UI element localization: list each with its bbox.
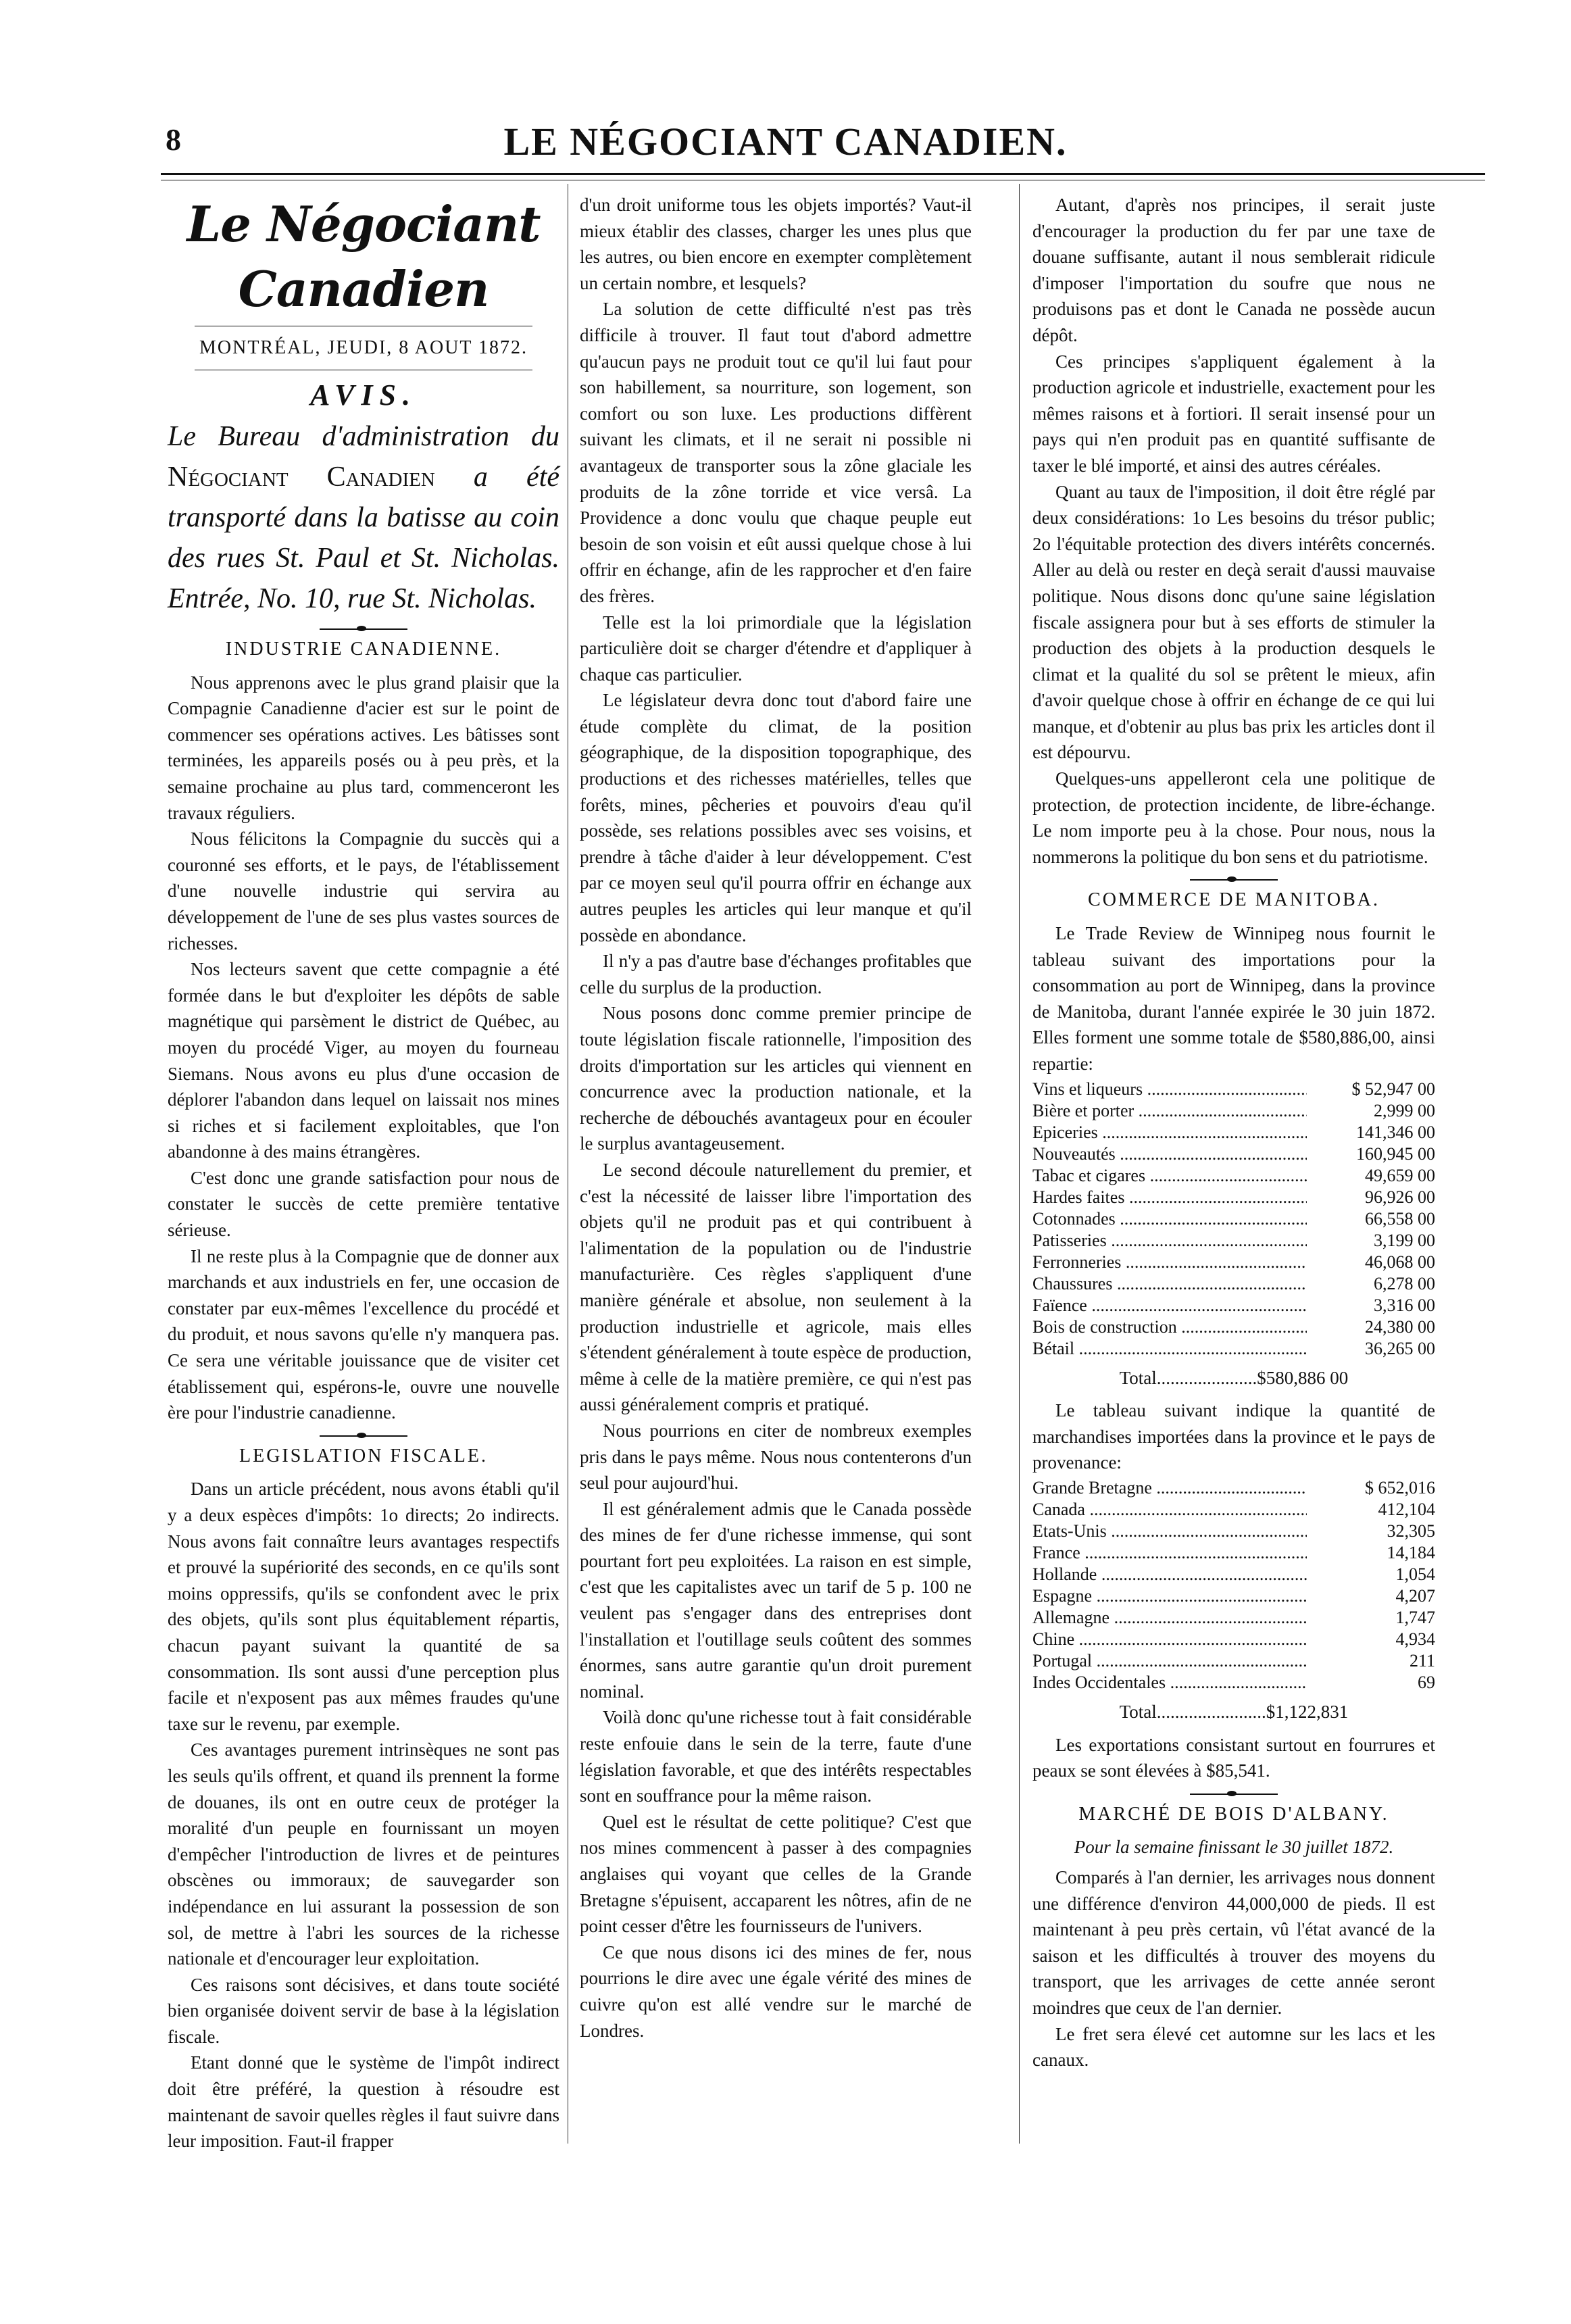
table-cell-value: 4,207 — [1395, 1585, 1435, 1606]
imports-table — [1032, 1079, 1435, 1360]
table-cell-value: 3,199 00 — [1374, 1230, 1435, 1250]
page-number: 8 — [166, 122, 181, 157]
column-2 — [580, 192, 972, 2044]
paragraph: Ces raisons sont décisives, et dans toute société bien organisée doivent servir de base à la législation fiscale. — [168, 1974, 559, 2047]
imports-total: Total......................$580,886 00 — [1119, 1367, 1349, 1388]
table-row — [1032, 1542, 1435, 1564]
paragraph: Il n'y a pas d'autre base d'échanges profitables que celle du surplus de la production. — [580, 951, 972, 997]
table-cell-item — [1032, 1316, 1307, 1338]
table-cell-item — [1032, 1607, 1307, 1629]
table-cell-value: 1,054 — [1395, 1564, 1435, 1584]
section-title-albany: MARCHÉ DE BOIS D'ALBANY. — [1078, 1803, 1389, 1825]
paragraph: Ces avantages purement intrinsèques ne sont pas les seuls qu'ils offrent, et quand ils prennent la forme de douanes, ils ont en outre ceux de protéger la moralité d'un peuple en fournissant un moyen d'empêcher l'introduction de livres et de peintures obscènes ou immoraux; de sauvegarder son indépendance en lui assurant la possession de son sol, de mettre à l'abri les sources de la richesse nationale et d'encourager leur exploitation. — [168, 1739, 559, 1969]
item-label: Bière et porter ..... — [1032, 1101, 1307, 1120]
paragraph: Le législateur devra donc tout d'abord faire une étude complète du climat, de la position géographique, de la disposition topographique, des productions et des richesses matérielles, telles que forêts, mines, pêcheries et pouvoirs d'eau qu'il possède, ses relations possibles avec ses voisins, et prendre à tâche d'aider à leur développement. C'est par ce moyen seul qu'il pourra offrir en échange aux autres peuples les articles qui leur manque et qu'il possède en abondance. — [580, 690, 972, 945]
table-cell-item — [1032, 1079, 1307, 1100]
item-label: Portugal ..... — [1032, 1651, 1307, 1671]
table-row — [1032, 1338, 1435, 1360]
table-cell-item — [1032, 1295, 1307, 1316]
table-cell-value: $ 52,947 00 — [1351, 1079, 1435, 1099]
table-row — [1032, 1672, 1435, 1693]
table-row — [1032, 1252, 1435, 1273]
table-cell-value: 160,945 00 — [1356, 1143, 1435, 1164]
item-label: Nouveautés ..... — [1032, 1144, 1307, 1164]
table-cell-item — [1032, 1187, 1307, 1208]
table-row — [1032, 1585, 1435, 1607]
table-cell-item — [1032, 1122, 1307, 1143]
table-row — [1032, 1295, 1435, 1316]
paragraph: La solution de cette difficulté n'est pas très difficile à trouver. Il faut tout d'abord admettre qu'aucun pays ne produit tout ce qu'il lui faut pour son habillement, sa nourriture, son logement, son comfort ou son luxe. Les productions diffèrent suivant les climats, et il ne serait ni possible ni avantageux de transporter sous la zône glaciale les produits de la zône torride et vice versâ. La Providence a donc voulu que chaque peuple eut besoin de son voisin et eût aussi quelque chose à lui offrir en échange, afin de les rapprocher et d'en faire des frères. — [580, 299, 972, 606]
table-cell-value: 6,278 00 — [1374, 1273, 1435, 1293]
column-3 — [1032, 192, 1435, 2073]
table-cell-item — [1032, 1585, 1307, 1607]
section-title-legislation: LEGISLATION FISCALE. — [239, 1445, 488, 1466]
paragraph: Il est généralement admis que le Canada possède des mines de fer d'une richesse immense, qui sont pourtant fort peu exploitées. La raison en est simple, c'est que les capitalistes avec un tarif de 5 p. 100 ne veulent pas s'engager dans des entreprises dont l'installation et l'outillage seuls coûtent des sommes énormes, sans autre garantie qu'un droit purement nominal. — [580, 1498, 972, 1702]
table-cell-value: 24,380 00 — [1365, 1316, 1435, 1337]
table-cell-item — [1032, 1143, 1307, 1165]
section-separator — [1190, 879, 1278, 881]
table-cell-item — [1032, 1542, 1307, 1564]
table-cell-value: 412,104 — [1378, 1499, 1435, 1519]
table-cell-item — [1032, 1100, 1307, 1122]
paragraph: Nous pourrions en citer de nombreux exemples pris dans le pays même. Nous nous contenterons d'un seul pour aujourd'hui. — [580, 1420, 972, 1493]
table-cell-value: 2,999 00 — [1374, 1100, 1435, 1120]
paragraph: Ces principes s'appliquent également à la production agricole et industrielle, exactement pour les mêmes raisons et à fortiori. Il serait insensé pour un pays qui n'en produit pas en quantité suffisante de taxer le blé importé, et ainsi des autres céréales. — [1032, 351, 1435, 476]
item-label: Cotonnades ..... — [1032, 1209, 1307, 1229]
table-cell-value: 141,346 00 — [1356, 1122, 1435, 1142]
table-cell-value: 211 — [1409, 1650, 1435, 1671]
table-cell-item — [1032, 1499, 1307, 1521]
paragraph: Le Trade Review de Winnipeg nous fournit le tableau suivant des importations pour la consommation au port de Winnipeg, dans la province de Manitoba, durant l'année expirée le 30 juin 1872. Elles forment une somme totale de $580,886,00, ainsi repartie: — [1032, 923, 1435, 1074]
table-row — [1032, 1477, 1435, 1499]
table-cell-item — [1032, 1650, 1307, 1672]
table-cell-item — [1032, 1672, 1307, 1693]
table-cell-value: 36,265 00 — [1365, 1338, 1435, 1358]
masthead: Le Négociant Canadien — [186, 195, 541, 318]
item-label: Patisseries ..... — [1032, 1231, 1307, 1250]
table-cell-item — [1032, 1477, 1307, 1499]
item-label: Hollande ..... — [1032, 1564, 1307, 1584]
table-cell-item — [1032, 1208, 1307, 1230]
item-label: Allemagne ..... — [1032, 1608, 1307, 1627]
item-label: Bétail ..... — [1032, 1339, 1307, 1358]
table-row — [1032, 1079, 1435, 1100]
header-rule — [161, 173, 1485, 175]
item-label: Chine ..... — [1032, 1629, 1307, 1649]
table-cell-item — [1032, 1338, 1307, 1360]
paragraph: Nos lecteurs savent que cette compagnie a été formée dans le but d'exploiter les dépôts de sable magnétique qui parsèment le district de Québec, au moyen du procédé Viger, au moyen du fourneau Siemans. Nous avons eu plus d'une occasion de déplorer l'abandon dans lequel on laissait nos mines si riches et si facilement exploitables, que l'on abandonne à des mains étrangères. — [168, 959, 559, 1162]
table-cell-value: 69 — [1418, 1672, 1435, 1692]
dateline: MONTRÉAL, JEUDI, 8 AOUT 1872. — [199, 337, 528, 358]
table-cell-value: 4,934 — [1395, 1629, 1435, 1649]
section-title-manitoba: COMMERCE DE MANITOBA. — [1088, 889, 1380, 911]
item-label: Indes Occidentales ..... — [1032, 1673, 1307, 1692]
item-label: Bois de construction ..... — [1032, 1317, 1307, 1337]
paragraph: Nous posons donc comme premier principe de toute législation fiscale rationnelle, l'imposition des droits d'importation sur les articles qui viennent en concurrence avec la production nationale, et la recherche de débouchés avantageux pour en écouler le surplus avantageusement. — [580, 1003, 972, 1154]
section-separator — [320, 1435, 407, 1437]
table-cell-item — [1032, 1252, 1307, 1273]
item-label: Epiceries ..... — [1032, 1122, 1307, 1142]
table-row — [1032, 1208, 1435, 1230]
paragraph: Nous apprenons avec le plus grand plaisir que la Compagnie Canadienne d'acier est sur le point de commencer ses opérations actives. Les bâtisses sont terminées, les appareils posés ou à peu près, et la semaine prochaine au plus tard, commenceront les travaux réguliers. — [168, 672, 559, 823]
item-label: Ferronneries ..... — [1032, 1252, 1307, 1272]
notice-name: Négociant Canadien — [168, 462, 435, 493]
section-separator — [320, 628, 407, 630]
item-label: Hardes faites ..... — [1032, 1187, 1307, 1207]
table-cell-value: 1,747 — [1395, 1607, 1435, 1627]
avis-title: AVIS. — [309, 378, 418, 412]
table-cell-value: 66,558 00 — [1365, 1208, 1435, 1229]
item-label: Canada ..... — [1032, 1500, 1307, 1519]
paragraph: Telle est la loi primordiale que la législation particulière doit se charger d'étendre et d'appliquer à chaque cas particulier. — [580, 612, 972, 685]
section-subtitle: Pour la semaine finissant le 30 juillet 1872. — [1074, 1837, 1394, 1858]
table-cell-value: 3,316 00 — [1374, 1295, 1435, 1315]
notice-rest: a été transporté dans la batisse au coin des rues St. Paul et St. Nicholas. Entrée, No. 10, rue St. Nicholas. — [168, 462, 560, 614]
table-cell-value: 96,926 00 — [1365, 1187, 1435, 1207]
column-divider — [1019, 184, 1020, 2144]
table-cell-value: 32,305 — [1387, 1521, 1435, 1541]
paragraph: Le tableau suivant indique la quantité de marchandises importées dans la province et le pays de provenance: — [1032, 1400, 1435, 1473]
paragraph: Nous félicitons la Compagnie du succès qui a couronné ses efforts, et le pays, de l'établissement d'une nouvelle industrie qui servira au développement de l'une de ses plus vastes sources de richesses. — [168, 829, 559, 954]
table-cell-value: 46,068 00 — [1365, 1252, 1435, 1272]
item-label: Espagne ..... — [1032, 1586, 1307, 1606]
paragraph: d'un droit uniforme tous les objets importés? Vaut-il mieux établir des classes, charger les unes plus que les autres, ou bien encore en exempter complètement un certain nombre, et lesquels? — [580, 195, 972, 293]
item-label: Tabac et cigares ..... — [1032, 1166, 1307, 1185]
paragraph: Quant au taux de l'imposition, il doit être réglé par deux considérations: 1o Les besoins du trésor public; 2o l'équitable protection des divers intérêts concernés. Aller au delà ou rester en deçà serait d'aussi mauvaise politique. Nous disons donc qu'une saine législation fiscale assignera pour but à ses efforts de stimuler la production des objets à la production desquels le climat et la qualité du sol se prêtent le mieux, afin d'avoir quelque chose à offrir en échange de ce qui lui manque, et d'obtenir au plus bas prix les articles dont il est dépourvu. — [1032, 481, 1435, 763]
running-title: LE NÉGOCIANT CANADIEN. — [503, 120, 1068, 164]
table-cell-value: $ 652,016 — [1365, 1477, 1435, 1498]
notice — [168, 416, 559, 619]
table-cell-item — [1032, 1273, 1307, 1295]
item-label: France ..... — [1032, 1543, 1307, 1562]
origins-table — [1032, 1477, 1435, 1693]
table-row — [1032, 1499, 1435, 1521]
table-cell-value: 14,184 — [1387, 1542, 1435, 1562]
table-row — [1032, 1521, 1435, 1542]
paragraph: Quel est le résultat de cette politique? C'est que nos mines commencent à passer à des compagnies anglaises qui voyant que celles de la Grande Bretagne s'épuisent, accaparent les nôtres, afin de ne point cesser d'être les fournisseurs de l'univers. — [580, 1811, 972, 1937]
item-label: Etats-Unis ..... — [1032, 1521, 1307, 1541]
table-cell-item — [1032, 1165, 1307, 1187]
table-row — [1032, 1650, 1435, 1672]
table-row — [1032, 1230, 1435, 1252]
table-row — [1032, 1316, 1435, 1338]
table-row — [1032, 1143, 1435, 1165]
table-row — [1032, 1607, 1435, 1629]
paragraph: Comparés à l'an dernier, les arrivages nous donnent une différence d'environ 44,000,000 de pieds. Il est maintenant à peu près certain, vû l'état avancé de la saison et les difficultés à trouver des moyens du transport, que les arrivages de cette année seront moindres que ceux de l'an dernier. — [1032, 1866, 1435, 2018]
column-1 — [168, 192, 559, 2154]
paragraph: Ce que nous disons ici des mines de fer, nous pourrions le dire avec une égale vérité des mines de cuivre qu'on est allé vendre sur le marché de Londres. — [580, 1942, 972, 2041]
table-cell-value: 49,659 00 — [1365, 1165, 1435, 1185]
paragraph: Etant donné que le système de l'impôt indirect doit être préféré, la question à résoudre est maintenant de savoir quelles règles il faut suivre dans leur imposition. Faut-il frapper — [168, 2052, 559, 2152]
section-separator — [1190, 1794, 1278, 1795]
paragraph: Les exportations consistant surtout en fourrures et peaux se sont élevées à $85,541. — [1032, 1734, 1435, 1781]
paragraph: Dans un article précédent, nous avons établi qu'il y a deux espèces d'impôts: 1o directs; 2o indirects. Nous avons fait connaître leurs avantages respectifs et prouvé la supériorité des seconds, en ce qu'ils sont moins oppressifs, qu'ils se confondent avec le prix des objets, qu'ils sont plus équitablement répartis, chacun payant suivant la quantité de sa consommation. Ils sont aussi d'une perception plus facile et n'exposent pas aux mêmes fraudes qu'une taxe sur le revenu, par exemple. — [168, 1479, 559, 1734]
table-row — [1032, 1122, 1435, 1143]
section-title-industrie: INDUSTRIE CANADIENNE. — [225, 639, 502, 660]
item-label: Chaussures ..... — [1032, 1274, 1307, 1293]
paragraph: C'est donc une grande satisfaction pour nous de constater le succès de cette première tentative sérieuse. — [168, 1167, 559, 1241]
table-cell-item — [1032, 1564, 1307, 1585]
table-row — [1032, 1564, 1435, 1585]
table-row — [1032, 1187, 1435, 1208]
table-row — [1032, 1629, 1435, 1650]
paragraph: Autant, d'après nos principes, il serait juste d'encourager la production du fer par une taxe de douane suffisante, autant il nous semblerait ridicule d'imposer l'importation du soufre que nous ne produisons pas et dont le Canada ne possède aucun dépôt. — [1032, 195, 1435, 345]
paragraph: Voilà donc qu'une richesse tout à fait considérable reste enfouie dans le sein de la terre, faute d'une législation favorable, et que des intérêts respectables sont en souffrance pour la même raison. — [580, 1707, 972, 1806]
item-label: Grande Bretagne ..... — [1032, 1478, 1307, 1498]
table-cell-item — [1032, 1629, 1307, 1650]
table-cell-item — [1032, 1521, 1307, 1542]
table-row — [1032, 1100, 1435, 1122]
paragraph: Quelques-uns appelleront cela une politique de protection, de protection incidente, de libre-échange. Le nom importe peu à la chose. Pour nous, nous la nommerons la politique du bon sens et du patriotisme. — [1032, 768, 1435, 867]
notice-intro: Le Bureau d'administration du — [168, 421, 559, 452]
item-label: Faïence ..... — [1032, 1295, 1307, 1315]
origins-total: Total........................$1,122,831 — [1119, 1701, 1349, 1722]
paragraph: Le second découle naturellement du premier, et c'est la nécessité de laisser libre l'importation des objets qu'il ne produit pas et qui contribuent à l'alimentation de la population ou de l'industrie manufacturière. Ces règles s'appliquent d'une manière générale et absolue, non seulement à la production industrielle et agricole, mais elles s'étendent généralement à toute espèce de production, même à celle de la matière première, ce qui n'est pas aussi généralement compris et pratiqué. — [580, 1159, 972, 1415]
paragraph: Le fret sera élevé cet automne sur les lacs et les canaux. — [1032, 2023, 1435, 2071]
table-row — [1032, 1165, 1435, 1187]
table-row — [1032, 1273, 1435, 1295]
paragraph: Il ne reste plus à la Compagnie que de donner aux marchands et aux industriels en fer, une occasion de constater par eux-mêmes l'excellence du procédé et du produit, et nous savons qu'elle n'y manquera pas. Ce sera une véritable jouissance que de visiter cet établissement qui, espérons-le, ouvre une nouvelle ère pour l'industrie canadienne. — [168, 1245, 559, 1423]
item-label: Vins et liqueurs ..... — [1032, 1079, 1307, 1099]
table-cell-item — [1032, 1230, 1307, 1252]
